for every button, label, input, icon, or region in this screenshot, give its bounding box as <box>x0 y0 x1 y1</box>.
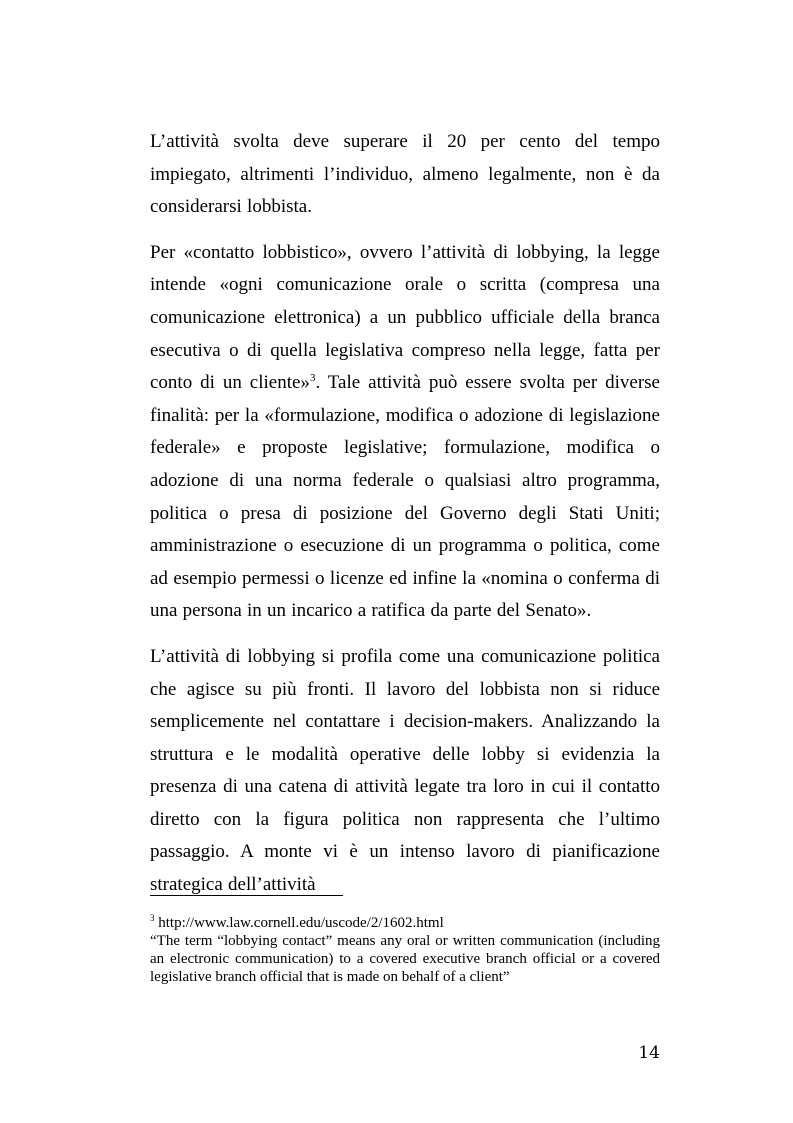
page-number: 14 <box>638 1043 660 1063</box>
footnote-url-line <box>150 914 660 932</box>
paragraph-lobbying-communication: L’attività di lobbying si profila come una comunicazione politica che agisce su più fronti. Il lavoro del lobbista non si riduce semplicemente nel contattare i decision-makers. Analizzando la struttura e le modalità operative delle lobby si evidenzia la presenza di una catena di attività legate tra loro in cui il contatto diretto con la figura politica non rappresenta che l’ultimo passaggio. A monte vi è un intenso lavoro di pianificazione strategica dell’attività <box>150 645 660 896</box>
paragraph-lobbyist-threshold: L’attività svolta deve superare il 20 per cento del tempo impiegato, altrimenti l’individuo, almeno legalmente, non è da considerarsi lobbista. <box>150 131 660 218</box>
paragraph-lobbying-contact-definition <box>150 237 660 628</box>
footnote-reference: 3 <box>309 372 316 385</box>
footnote-area <box>150 914 660 986</box>
paragraph-text-before-note: Per «contatto lobbistico», ovvero l’attività di lobbying, la legge intende «ogni comunicazione orale o scritta (compresa una comunicazione elettronica) a un pubblico ufficiale della branca esecutiva o di quella legislativa compreso nella legge, fatta per conto di un cliente» <box>150 241 660 394</box>
footnote-url: http://www.law.cornell.edu/uscode/2/1602.html <box>158 915 444 931</box>
footnote-quote: “The term “lobbying contact” means any oral or written communication (including an electronic communication) to a covered executive branch official or a covered legislative branch official that is made on behalf of a client” <box>150 933 660 985</box>
footnote-number: 3 <box>150 913 155 923</box>
body-text <box>150 126 660 915</box>
footnote-separator <box>150 895 343 896</box>
paragraph-text-after-note: . Tale attività può essere svolta per diverse finalità: per la «formulazione, modifica o adozione di legislazione federale» e proposte legislative; formulazione, modifica o adozione di una norma federale o qualsiasi altro programma, politica o presa di posizione del Governo degli Stati Uniti; amministrazione o esecuzione di un programma o politica, come ad esempio permessi o licenze ed infine la «nomina o conferma di una persona in un incarico a ratifica da parte del Senato». <box>150 372 660 622</box>
